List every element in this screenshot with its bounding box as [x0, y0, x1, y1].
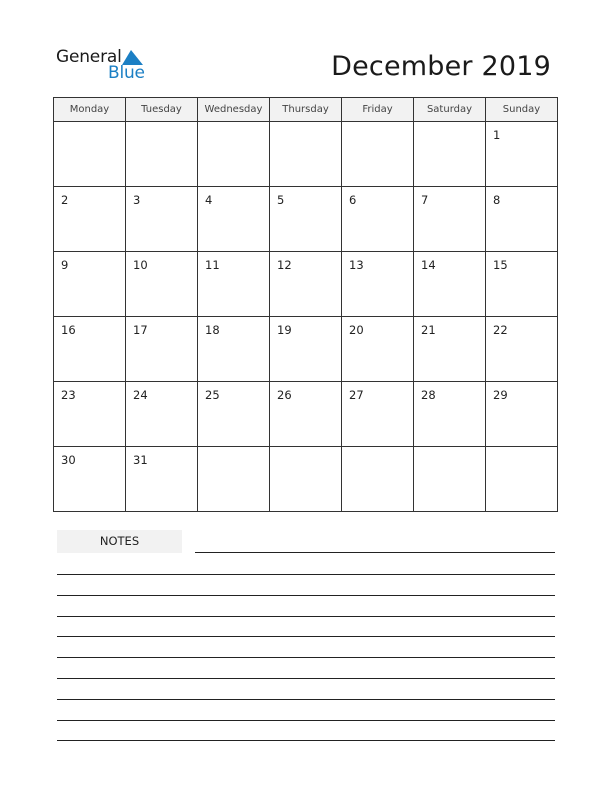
day-number: 21	[421, 323, 436, 337]
notes-line	[57, 595, 555, 596]
day-number: 3	[133, 193, 141, 207]
week-row	[54, 252, 558, 317]
notes-line	[57, 678, 555, 679]
weekday-header: Tuesday	[126, 98, 198, 122]
day-number: 9	[61, 258, 69, 272]
day-number: 18	[205, 323, 220, 337]
notes-line	[57, 636, 555, 637]
day-cell	[126, 252, 198, 317]
week-row	[54, 317, 558, 382]
day-number: 24	[133, 388, 148, 402]
day-number: 28	[421, 388, 436, 402]
day-number: 15	[493, 258, 508, 272]
day-number: 2	[61, 193, 69, 207]
day-cell	[486, 122, 558, 187]
page-title: December 2019	[331, 51, 551, 82]
day-number: 8	[493, 193, 501, 207]
day-cell	[198, 382, 270, 447]
day-cell	[198, 252, 270, 317]
day-number	[54, 122, 125, 128]
notes-line	[57, 699, 555, 700]
day-cell	[342, 317, 414, 382]
day-cell	[414, 187, 486, 252]
day-number	[198, 447, 269, 453]
day-cell	[54, 252, 126, 317]
day-cell	[126, 122, 198, 187]
day-number: 29	[493, 388, 508, 402]
day-number: 31	[133, 453, 148, 467]
week-row	[54, 382, 558, 447]
day-cell	[54, 447, 126, 512]
day-number: 19	[277, 323, 292, 337]
day-cell	[198, 317, 270, 382]
day-cell	[54, 122, 126, 187]
weekday-header: Thursday	[270, 98, 342, 122]
day-number	[414, 122, 485, 128]
day-number: 17	[133, 323, 148, 337]
weekday-header: Wednesday	[198, 98, 270, 122]
day-cell	[126, 317, 198, 382]
day-number	[126, 122, 197, 128]
logo-text-general: General	[56, 47, 122, 67]
notes-line	[57, 657, 555, 658]
day-number	[270, 122, 341, 128]
day-cell	[54, 317, 126, 382]
day-cell	[270, 382, 342, 447]
day-cell	[270, 447, 342, 512]
day-number: 26	[277, 388, 292, 402]
day-number: 6	[349, 193, 357, 207]
weekday-header: Saturday	[414, 98, 486, 122]
day-number	[486, 447, 557, 453]
day-number: 13	[349, 258, 364, 272]
day-cell	[486, 187, 558, 252]
day-cell	[486, 252, 558, 317]
day-cell	[54, 382, 126, 447]
day-number	[414, 447, 485, 453]
day-cell	[270, 122, 342, 187]
day-number: 23	[61, 388, 76, 402]
day-cell	[414, 447, 486, 512]
notes-line	[57, 616, 555, 617]
day-cell	[342, 252, 414, 317]
notes-label: NOTES	[57, 530, 182, 553]
day-cell	[126, 447, 198, 512]
day-number: 10	[133, 258, 148, 272]
week-row	[54, 447, 558, 512]
day-cell	[414, 382, 486, 447]
day-cell	[486, 382, 558, 447]
weekday-header: Sunday	[486, 98, 558, 122]
day-cell	[342, 187, 414, 252]
day-cell	[198, 447, 270, 512]
day-cell	[126, 187, 198, 252]
notes-line	[195, 552, 555, 553]
day-number: 30	[61, 453, 76, 467]
day-number: 1	[493, 128, 501, 142]
logo	[56, 47, 156, 87]
day-cell	[342, 447, 414, 512]
day-number: 25	[205, 388, 220, 402]
day-cell	[414, 122, 486, 187]
notes-line	[57, 720, 555, 721]
notes-line	[57, 740, 555, 741]
day-number: 22	[493, 323, 508, 337]
week-row	[54, 187, 558, 252]
day-cell	[54, 187, 126, 252]
day-number	[198, 122, 269, 128]
day-cell	[270, 252, 342, 317]
day-cell	[342, 122, 414, 187]
day-number	[270, 447, 341, 453]
day-number: 27	[349, 388, 364, 402]
notes-line	[57, 574, 555, 575]
day-number: 14	[421, 258, 436, 272]
logo-text-blue: Blue	[108, 63, 145, 83]
day-number	[342, 122, 413, 128]
weekday-header: Friday	[342, 98, 414, 122]
day-cell	[486, 447, 558, 512]
day-number: 20	[349, 323, 364, 337]
day-number: 12	[277, 258, 292, 272]
day-cell	[414, 317, 486, 382]
day-cell	[198, 122, 270, 187]
day-number: 11	[205, 258, 220, 272]
day-cell	[342, 382, 414, 447]
weekday-header-row	[54, 98, 558, 122]
day-number: 4	[205, 193, 213, 207]
day-number: 16	[61, 323, 76, 337]
day-number: 5	[277, 193, 285, 207]
day-cell	[414, 252, 486, 317]
day-cell	[198, 187, 270, 252]
day-cell	[126, 382, 198, 447]
day-cell	[270, 187, 342, 252]
day-number	[342, 447, 413, 453]
day-number: 7	[421, 193, 429, 207]
weekday-header: Monday	[54, 98, 126, 122]
calendar-grid	[53, 97, 558, 512]
week-row	[54, 122, 558, 187]
day-cell	[486, 317, 558, 382]
day-cell	[270, 317, 342, 382]
